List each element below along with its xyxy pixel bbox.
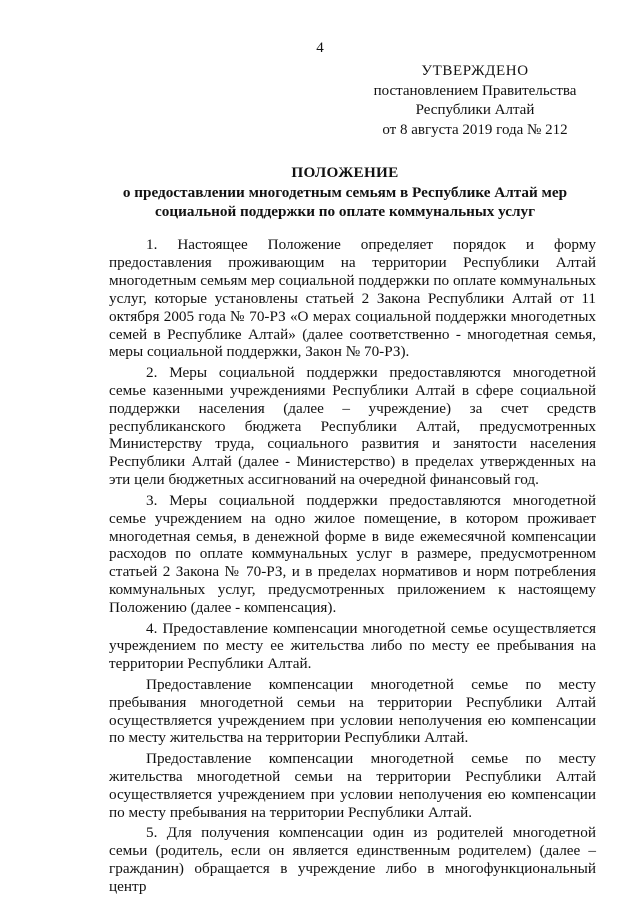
paragraph: 1. Настоящее Положение определяет порядок и форму предоставления проживающим на территории Республики Алтай многодетным семьям мер социальной поддержки по оплате коммунальных услуг, которые установлены статьей 2 Закона Республики Алтай от 11 октября 2005 года № 70-РЗ «О мерах социальной поддержки многодетных семей в Республике Алтай» (далее соответственно - многодетная семья, меры социальной поддержки, Закон № 70-РЗ). [109, 236, 596, 361]
document-title: ПОЛОЖЕНИЕ [291, 164, 399, 181]
paragraph: 3. Меры социальной поддержки предоставляются многодетной семье учреждением на одно жилое помещение, в котором проживает многодетная семья, в денежной форме в виде ежемесячной компенсации расходов по оплате коммунальных услуг в размере, предусмотренном статьей 2 Закона № 70-РЗ, и в пределах нормативов и норм потребления коммунальных услуг, предусмотренных приложением к настоящему Положению (далее - компенсация). [109, 491, 596, 617]
page-number: 4 [316, 40, 324, 56]
approval-line: Республики Алтай [415, 102, 535, 118]
approval-line: от 8 августа 2019 года № 212 [382, 121, 568, 138]
document-subtitle: о предоставлении многодетным семьям в Республике Алтай мер социальной поддержки по оплате коммунальных услуг [122, 183, 568, 220]
approval-stamp: УТВЕРЖДЕНО [421, 63, 529, 79]
document-title-block [110, 163, 580, 222]
paragraph: 2. Меры социальной поддержки предоставляются многодетной семье казенными учреждениями Республики Алтай в сфере социальной поддержки населения (далее – учреждение) за счет средств республиканского бюджета Республики Алтай, предусмотренных Министерству труда, социального развития и занятости населения Республики Алтай (далее - Министерство) в пределах утвержденных на эти цели бюджетных ассигнований на очередной финансовый год. [109, 363, 596, 489]
paragraph: 4. Предоставление компенсации многодетной семье осуществляется учреждением по месту ее жительства либо по месту ее пребывания на территории Республики Алтай. [109, 619, 596, 673]
document-body [109, 236, 596, 898]
approval-line: постановлением Правительства [373, 82, 577, 99]
paragraph: Предоставление компенсации многодетной семье по месту жительства многодетной семьи на территории Республики Алтай осуществляется учреждением при условии неполучения ею компенсации по месту пребывания на территории Республики Алтай. [109, 749, 596, 821]
paragraph: 5. Для получения компенсации один из родителей многодетной семьи (родитель, если он является единственным родителем) (далее – гражданин) обращается в учреждение либо в многофункциональный центр [109, 824, 596, 895]
approval-block [360, 62, 590, 140]
paragraph: Предоставление компенсации многодетной семье по месту пребывания многодетной семьи на территории Республики Алтай осуществляется учреждением при условии неполучения ею компенсации по месту жительства на территории Республики Алтай. [109, 675, 596, 747]
